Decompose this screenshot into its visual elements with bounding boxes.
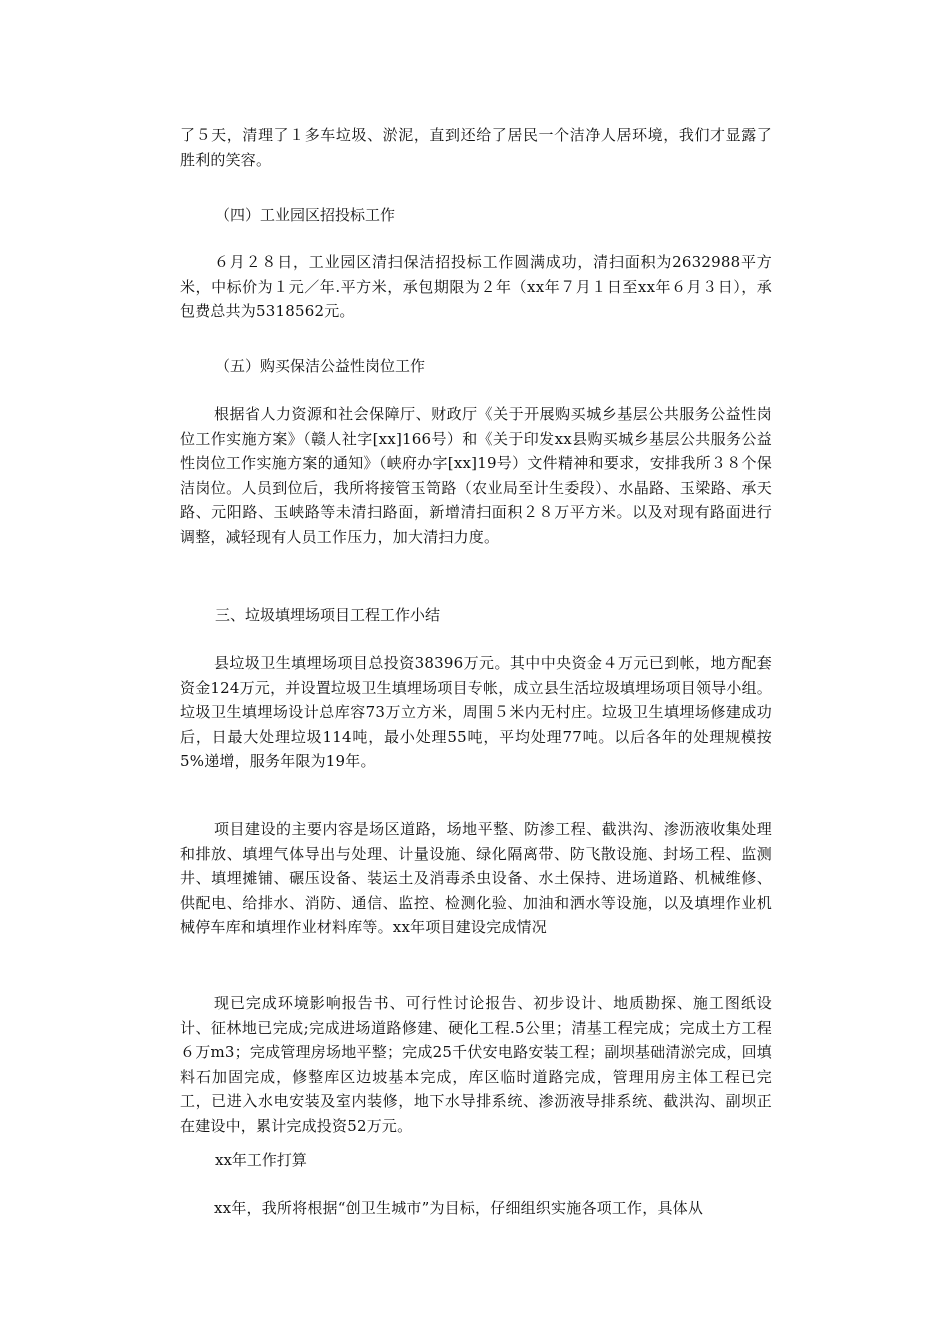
paragraph-plan: xx年，我所将根据“创卫生城市”为目标，仔细组织实施各项工作，具体从: [214, 1199, 704, 1217]
heading-industrial-park-tender: （四）工业园区招投标工作: [215, 206, 396, 224]
paragraph-landfill: 县垃圾卫生填埋场项目总投资38396万元。其中中央资金４万元已到帐，地方配套资金124万元，并设置垃圾卫生填埋场项目专帐，成立县生活垃圾填埋场项目领导小组。垃圾卫生填埋场设计总库容73万立方米，周围５米内无村庄。垃圾卫生填埋场修建成功后，日最大处理垃圾114吨，最小处理55吨，平均处理77吨。以后各年的处理规模按5%递增，服务年限为19年。: [180, 654, 772, 770]
paragraph-construction-content: 项目建设的主要内容是场区道路，场地平整、防渗工程、截洪沟、渗沥液收集处理和排放、填埋气体导出与处理、计量设施、绿化隔离带、防飞散设施、封场工程、监测井、填埋摊铺、碾压设备、装运土及消毒杀虫设备、水土保持、进场道路、机械维修、供配电、给排水、消防、通信、监控、检测化验、加油和洒水等设施，以及填埋作业机械停车库和填埋作业材料库等。xx年项目建设完成情况: [180, 820, 772, 936]
heading-public-welfare-posts: （五）购买保洁公益性岗位工作: [215, 357, 426, 375]
paragraph-tender: ６月２８日，工业园区清扫保洁招投标工作圆满成功，清扫面积为2632988平方米，中标价为１元／年.平方米，承包期限为２年（xx年７月１日至xx年６月３日），承包费总共为5318562元。: [180, 253, 772, 320]
paragraph-posts: 根据省人力资源和社会保障厅、财政厅《关于开展购买城乡基层公共服务公益性岗位工作实施方案》（赣人社字[xx]166号）和《关于印发xx县购买城乡基层公共服务公益性岗位工作实施方案的通知》（峡府办字[xx]19号）文件精神和要求，安排我所３８个保洁岗位。人员到位后，我所将接管玉笥路（农业局至计生委段）、水晶路、玉梁路、承天路、元阳路、玉峡路等未清扫路面，新增清扫面积２８万平方米。以及对现有路面进行调整，减轻现有人员工作压力，加大清扫力度。: [180, 405, 772, 546]
paragraph-progress: 现已完成环境影响报告书、可行性讨论报告、初步设计、地质勘探、施工图纸设计、征林地已完成;完成进场道路修建、硬化工程.5公里；清基工程完成；完成土方工程６万m3；完成管理房场地平整；完成25千伏安电路安装工程；副坝基础清淤完成，回填料石加固完成，修整库区边坡基本完成，库区临时道路完成，管理用房主体工程已完工，已进入水电安装及室内装修，地下水导排系统、渗沥液导排系统、截洪沟、副坝正在建设中，累计完成投资52万元。: [180, 994, 772, 1135]
heading-landfill-summary: 三、垃圾填埋场项目工程工作小结: [215, 606, 441, 624]
heading-work-plan: xx年工作打算: [215, 1151, 307, 1169]
paragraph-continuation: 了５天，清理了１多车垃圾、淤泥，直到还给了居民一个洁净人居环境，我们才显露了胜利的笑容。: [180, 126, 772, 169]
